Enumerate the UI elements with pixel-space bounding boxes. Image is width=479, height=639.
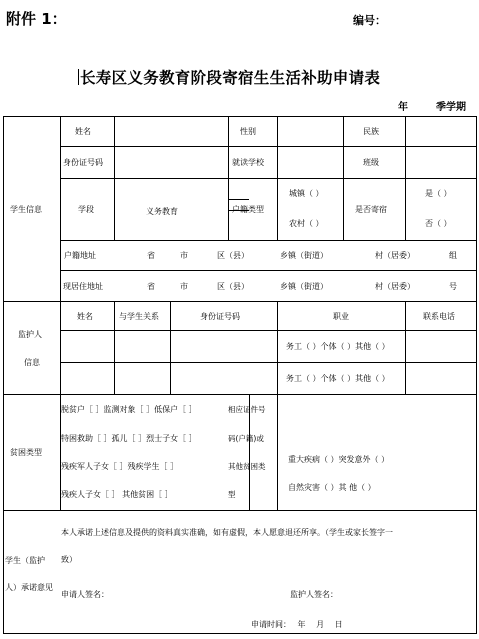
student-section-label: 学生信息 — [10, 205, 42, 214]
rule — [170, 301, 171, 394]
cert-label-1: 相应证件号 — [228, 405, 266, 414]
form-title — [78, 66, 380, 88]
cert-label-2: 码(户籍)或 — [228, 434, 264, 443]
ethnicity-label: 民族 — [363, 127, 379, 136]
addr-province: 省 — [147, 251, 155, 260]
cert-label-4: 型 — [228, 490, 236, 499]
rule — [114, 178, 115, 240]
rule — [60, 362, 477, 363]
poverty-line-4: 残疾人子女［ ］ 其他贫困［ ］ — [61, 490, 173, 499]
other-poverty-option-1: 重大疾病（ ）突发意外（ ） — [288, 455, 390, 464]
rule — [60, 178, 477, 179]
rule — [114, 301, 115, 394]
addr-village: 村（居委） — [375, 282, 415, 291]
student-name-label: 姓名 — [75, 127, 91, 136]
job-label: 职业 — [333, 312, 349, 321]
student-id-label: 身份证号码 — [63, 158, 103, 167]
hukou-type-label: 户籍类型 — [232, 205, 264, 214]
rule — [277, 394, 278, 510]
addr-district: 区（县） — [217, 251, 249, 260]
poverty-line-3: 残疾军人子女［ ］残疾学生［ ］ — [61, 462, 179, 471]
term-year: 年 — [398, 102, 408, 113]
current-address-label: 现居住地址 — [63, 282, 103, 291]
class-label: 班级 — [363, 158, 379, 167]
addr-city: 市 — [180, 282, 188, 291]
guardian-section-label: 监护人 — [18, 330, 42, 339]
addr-town: 乡镇（街道） — [280, 251, 328, 260]
rule — [60, 146, 477, 147]
application-date: 申请时间： 年 月 日 — [251, 620, 343, 629]
boarding-label: 是否寄宿 — [355, 205, 387, 214]
text-cursor — [78, 69, 79, 85]
addr-number: 号 — [449, 282, 457, 291]
guardian-name-label: 姓名 — [77, 312, 93, 321]
stage-label: 学段 — [78, 205, 94, 214]
attachment-label: 附件 1： — [6, 10, 67, 28]
poverty-section-label: 贫困类型 — [10, 448, 42, 457]
guardian-section-label-2: 信息 — [24, 358, 40, 367]
boarding-yes: 是（ ） — [425, 189, 452, 198]
rule — [60, 116, 61, 510]
phone-label: 联系电话 — [423, 312, 455, 321]
rule — [60, 270, 477, 271]
rule — [60, 330, 477, 331]
applicant-signature-label: 申请人签名： — [61, 590, 109, 599]
rule — [228, 199, 249, 200]
cert-label-3: 其他贫困类 — [228, 462, 266, 471]
rule — [277, 301, 278, 394]
commitment-text: 本人承诺上述信息及提供的资料真实准确，如有虚假，本人愿意退还所享。（学生或家长签字一 — [61, 528, 393, 537]
commitment-section-label-2: 人）承诺意见 — [5, 583, 53, 592]
commitment-section-label: 学生（监护 — [5, 556, 45, 565]
job-options: 务工（ ）个体（ ）其他（ ） — [286, 374, 390, 383]
poverty-line-1: 脱贫户［ ］监测对象［ ］低保户［ ］ — [61, 405, 197, 414]
form-title-text: 长寿区义务教育阶段寄宿生生活补助申请表 — [80, 69, 381, 87]
guardian-signature-label: 监护人签名： — [290, 590, 338, 599]
urban-option: 城镇（ ） — [289, 189, 324, 198]
addr-group: 组 — [449, 251, 457, 260]
commitment-text-2: 致） — [61, 555, 77, 564]
stage-value: 义务教育 — [146, 207, 178, 216]
relation-label: 与学生关系 — [119, 312, 159, 321]
addr-province: 省 — [147, 282, 155, 291]
rule — [3, 510, 477, 511]
rule — [277, 116, 278, 240]
school-label: 就读学校 — [232, 158, 264, 167]
gender-label: 性别 — [240, 127, 256, 136]
addr-village: 村（居委） — [375, 251, 415, 260]
job-options: 务工（ ）个体（ ）其他（ ） — [286, 342, 390, 351]
boarding-no: 否（ ） — [425, 219, 452, 228]
addr-city: 市 — [180, 251, 188, 260]
rule — [3, 394, 477, 395]
guardian-id-label: 身份证号码 — [200, 312, 240, 321]
rural-option: 农村（ ） — [289, 219, 324, 228]
rule — [228, 116, 229, 240]
number-label: 编号： — [353, 14, 386, 27]
term-semester: 季学期 — [436, 102, 466, 113]
rule — [60, 240, 477, 241]
poverty-line-2: 特困救助［ ］孤儿［ ］烈士子女［ ］ — [61, 434, 197, 443]
addr-district: 区（县） — [217, 282, 249, 291]
rule — [114, 116, 115, 178]
rule — [343, 116, 344, 240]
rule — [405, 301, 406, 394]
rule — [405, 116, 406, 240]
other-poverty-option-2: 自然灾害（ ）其 他（ ） — [288, 483, 376, 492]
hukou-address-label: 户籍地址 — [64, 251, 96, 260]
addr-town: 乡镇（街道） — [280, 282, 328, 291]
